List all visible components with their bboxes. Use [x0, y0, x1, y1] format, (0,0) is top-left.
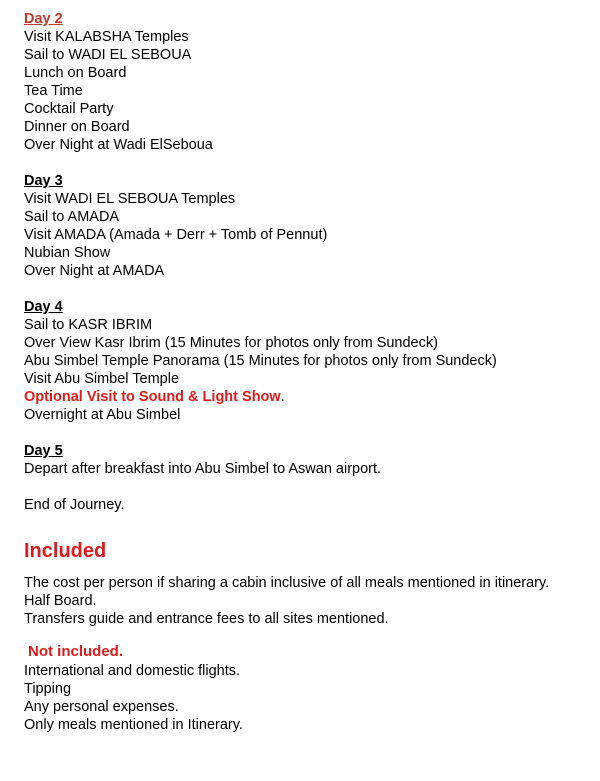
- day-2-item: Lunch on Board: [24, 65, 127, 81]
- day-2-item: Cocktail Party: [24, 101, 114, 117]
- optional-suffix: .: [280, 389, 285, 405]
- day-5-title: Day 5: [24, 443, 63, 459]
- included-list: [24, 574, 590, 628]
- end-of-journey: End of Journey.: [24, 497, 125, 513]
- day-4-title: Day 4: [24, 299, 63, 315]
- day-3-section: [24, 172, 590, 280]
- not-included-item: Any personal expenses.: [24, 699, 179, 715]
- day-2-item: Tea Time: [24, 83, 83, 99]
- itinerary-document: [24, 10, 590, 734]
- not-included-heading: Not included.: [28, 643, 123, 660]
- day-4-item: Overnight at Abu Simbel: [24, 407, 181, 423]
- included-item: Half Board.: [24, 593, 97, 609]
- included-item: The cost per person if sharing a cabin inclusive of all meals mentioned in itinerary.: [24, 575, 550, 591]
- day-3-title: Day 3: [24, 173, 63, 189]
- optional-sound-light-show: Optional Visit to Sound & Light Show: [24, 389, 281, 405]
- day-2-section: [24, 10, 590, 154]
- day-4-optional-line: [24, 388, 590, 406]
- day-3-item: Over Night at AMADA: [24, 263, 165, 279]
- day-2-item: Visit KALABSHA Temples: [24, 29, 189, 45]
- not-included-item: Only meals mentioned in Itinerary.: [24, 717, 243, 733]
- day-4-item: Sail to KASR IBRIM: [24, 317, 153, 333]
- day-4-item: Abu Simbel Temple Panorama (15 Minutes for photos only from Sundeck): [24, 353, 497, 369]
- day-4-item: Over View Kasr Ibrim (15 Minutes for photos only from Sundeck): [24, 335, 438, 351]
- not-included-list: [24, 662, 590, 734]
- day-3-item: Nubian Show: [24, 245, 111, 261]
- day-2-item: Sail to WADI EL SEBOUA: [24, 47, 192, 63]
- day-3-item: Sail to AMADA: [24, 209, 120, 225]
- day-5-item: Depart after breakfast into Abu Simbel to Aswan airport.: [24, 461, 382, 477]
- day-2-item: Over Night at Wadi ElSeboua: [24, 137, 213, 153]
- included-heading: Included: [24, 540, 107, 562]
- included-item: Transfers guide and entrance fees to all sites mentioned.: [24, 611, 389, 627]
- day-3-item: Visit AMADA (Amada + Derr + Tomb of Pennut): [24, 227, 328, 243]
- day-2-title: Day 2: [24, 11, 63, 27]
- day-2-item: Dinner on Board: [24, 119, 130, 135]
- day-4-section: [24, 298, 590, 424]
- day-3-item: Visit WADI EL SEBOUA Temples: [24, 191, 236, 207]
- day-4-item: Visit Abu Simbel Temple: [24, 371, 180, 387]
- not-included-item: International and domestic flights.: [24, 663, 241, 679]
- day-5-section: [24, 442, 590, 478]
- not-included-item: Tipping: [24, 681, 72, 697]
